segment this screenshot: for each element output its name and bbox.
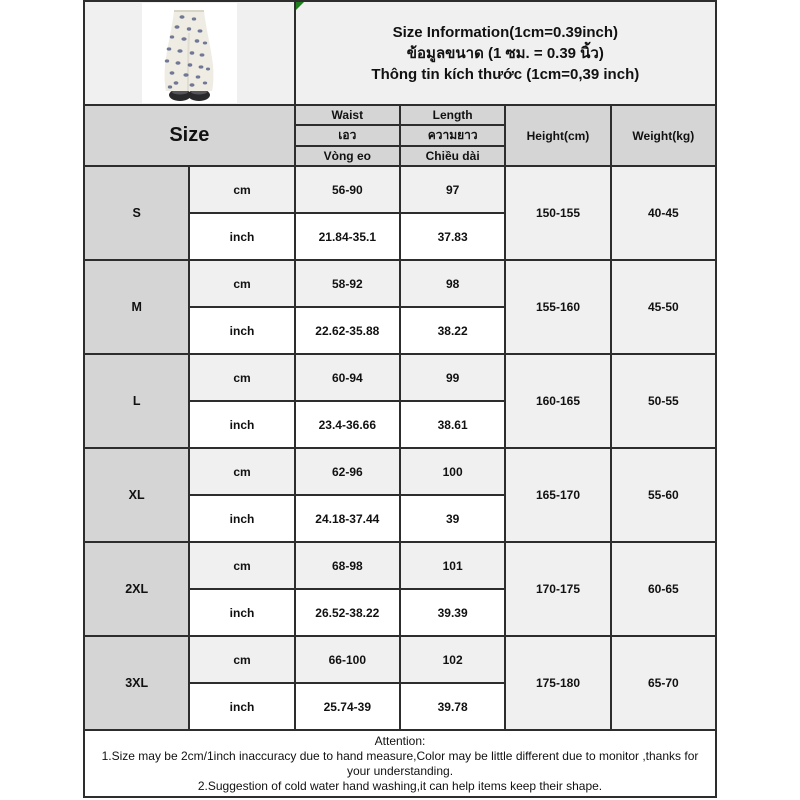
length-cm-value: 100 xyxy=(400,448,505,495)
unit-label: inch xyxy=(189,589,294,636)
waist-inch-value: 21.84-35.1 xyxy=(295,213,400,260)
length-inch-value: 38.61 xyxy=(400,401,505,448)
col-header-waist-vi: Vòng eo xyxy=(295,146,400,166)
height-value: 150-155 xyxy=(505,166,610,260)
waist-inch-value: 26.52-38.22 xyxy=(295,589,400,636)
waist-cm-value: 68-98 xyxy=(295,542,400,589)
waist-inch-value: 22.62-35.88 xyxy=(295,307,400,354)
length-cm-value: 98 xyxy=(400,260,505,307)
col-header-length-th: ความยาว xyxy=(400,125,505,146)
waist-inch-value: 23.4-36.66 xyxy=(295,401,400,448)
height-value: 160-165 xyxy=(505,354,610,448)
length-inch-value: 39.39 xyxy=(400,589,505,636)
length-inch-value: 39 xyxy=(400,495,505,542)
attention-note-1: 1.Size may be 2cm/1inch inaccuracy due to hand measure,Color may be little different due to monitor ,thanks for your understanding. xyxy=(101,748,699,778)
waist-cm-value: 56-90 xyxy=(295,166,400,213)
weight-value: 60-65 xyxy=(611,542,716,636)
waist-cm-value: 60-94 xyxy=(295,354,400,401)
height-value: 170-175 xyxy=(505,542,610,636)
table-row-3xl-cm xyxy=(84,636,716,683)
unit-label: inch xyxy=(189,307,294,354)
waist-cm-value: 66-100 xyxy=(295,636,400,683)
title-vi: Thông tin kích thước (1cm=0,39 inch) xyxy=(371,65,640,83)
col-header-height: Height(cm) xyxy=(505,105,610,166)
length-inch-value: 37.83 xyxy=(400,213,505,260)
size-label: L xyxy=(84,354,189,448)
unit-label: inch xyxy=(189,401,294,448)
table-row-xl-cm xyxy=(84,448,716,495)
size-label: XL xyxy=(84,448,189,542)
height-value: 175-180 xyxy=(505,636,610,730)
attention-title: Attention: xyxy=(374,733,426,748)
size-label: 2XL xyxy=(84,542,189,636)
title-en: Size Information(1cm=0.39inch) xyxy=(392,23,619,41)
unit-label: cm xyxy=(189,636,294,683)
col-header-length-en: Length xyxy=(400,105,505,125)
height-value: 155-160 xyxy=(505,260,610,354)
length-cm-value: 97 xyxy=(400,166,505,213)
green-corner-marker-icon xyxy=(296,2,304,10)
waist-inch-value: 24.18-37.44 xyxy=(295,495,400,542)
attention-row xyxy=(84,730,716,797)
col-header-size: Size xyxy=(84,105,295,166)
col-header-length-vi: Chiều dài xyxy=(400,146,505,166)
weight-value: 50-55 xyxy=(611,354,716,448)
attention-cell xyxy=(84,730,716,797)
length-cm-value: 99 xyxy=(400,354,505,401)
title-cell xyxy=(295,1,716,105)
unit-label: inch xyxy=(189,683,294,730)
table-row-2xl-cm xyxy=(84,542,716,589)
col-header-waist-en: Waist xyxy=(295,105,400,125)
length-inch-value: 39.78 xyxy=(400,683,505,730)
size-label: S xyxy=(84,166,189,260)
table-row-s-cm xyxy=(84,166,716,213)
size-table xyxy=(83,0,717,798)
table-row-m-cm xyxy=(84,260,716,307)
pants-product-image xyxy=(142,3,237,103)
top-section xyxy=(84,1,716,105)
waist-cm-value: 62-96 xyxy=(295,448,400,495)
unit-label: inch xyxy=(189,213,294,260)
unit-label: cm xyxy=(189,354,294,401)
weight-value: 45-50 xyxy=(611,260,716,354)
unit-label: cm xyxy=(189,448,294,495)
unit-label: cm xyxy=(189,166,294,213)
weight-value: 55-60 xyxy=(611,448,716,542)
table-row-l-cm xyxy=(84,354,716,401)
attention-note-2: 2.Suggestion of cold water hand washing,it can help items keep their shape. xyxy=(197,778,603,793)
waist-cm-value: 58-92 xyxy=(295,260,400,307)
size-label: 3XL xyxy=(84,636,189,730)
product-photo xyxy=(142,3,237,103)
length-cm-value: 101 xyxy=(400,542,505,589)
unit-label: inch xyxy=(189,495,294,542)
length-cm-value: 102 xyxy=(400,636,505,683)
weight-value: 65-70 xyxy=(611,636,716,730)
col-header-waist-th: เอว xyxy=(295,125,400,146)
height-value: 165-170 xyxy=(505,448,610,542)
product-image-cell xyxy=(84,1,295,105)
unit-label: cm xyxy=(189,260,294,307)
title-th: ข้อมูลขนาด (1 ซม. = 0.39 นิ้ว) xyxy=(406,44,604,62)
col-header-weight: Weight(kg) xyxy=(611,105,716,166)
header-row-1 xyxy=(84,105,716,125)
length-inch-value: 38.22 xyxy=(400,307,505,354)
unit-label: cm xyxy=(189,542,294,589)
waist-inch-value: 25.74-39 xyxy=(295,683,400,730)
size-label: M xyxy=(84,260,189,354)
weight-value: 40-45 xyxy=(611,166,716,260)
